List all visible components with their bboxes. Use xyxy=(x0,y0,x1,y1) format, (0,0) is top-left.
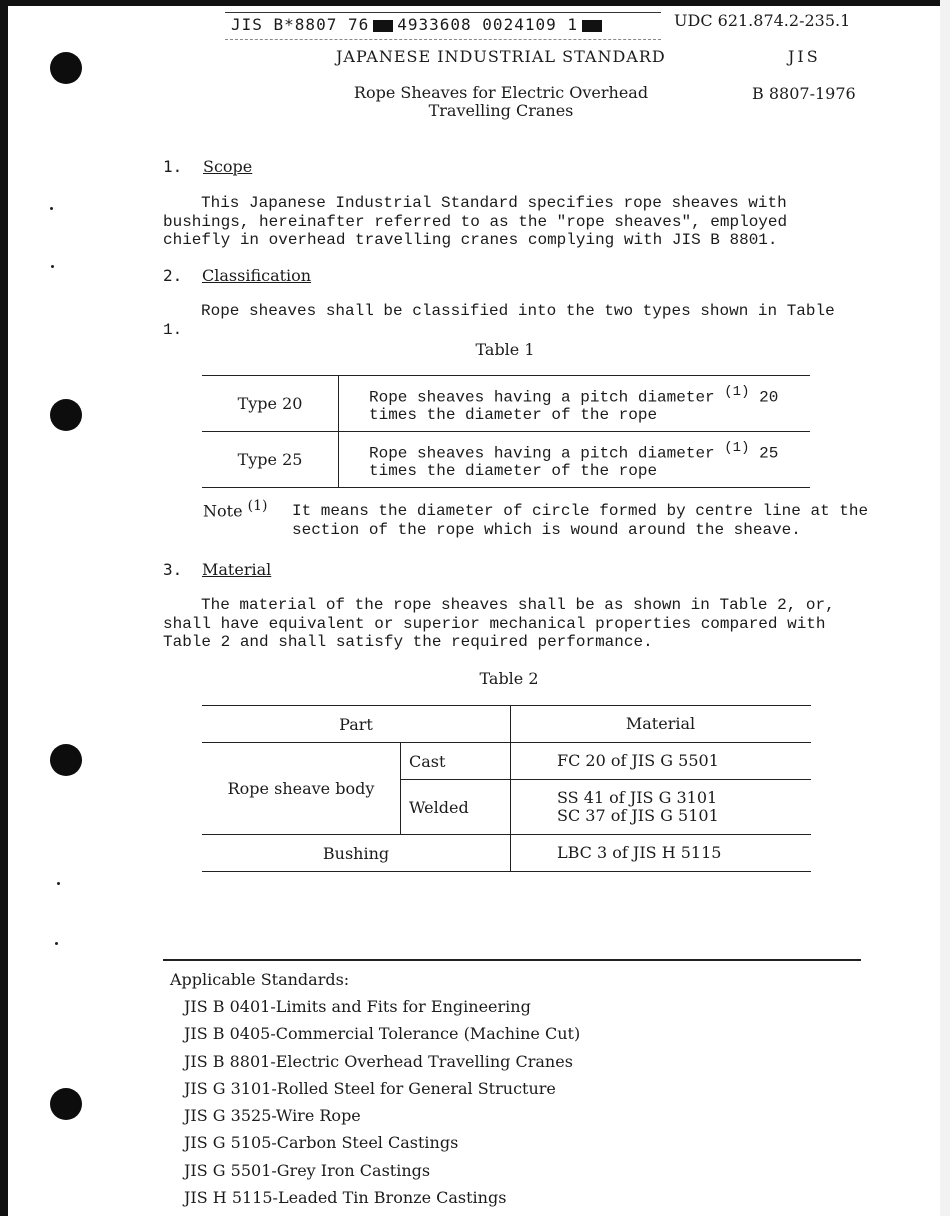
document-title-line2: Travelling Cranes xyxy=(428,101,574,120)
subpart-cast: Cast xyxy=(401,743,511,780)
section-heading-material: Material xyxy=(202,560,272,579)
table1-type: Type 25 xyxy=(202,432,339,488)
list-item: JIS G 5105-Carbon Steel Castings xyxy=(184,1133,459,1153)
note-text: It means the diameter of circle formed by centre line at the section of the rope which is wound around the sheave. xyxy=(292,502,869,539)
scan-speck xyxy=(57,882,60,885)
table-row xyxy=(202,432,810,488)
table1-description xyxy=(339,376,811,432)
note-reference: (1) xyxy=(724,383,750,400)
applicable-standards-heading: Applicable Standards: xyxy=(170,970,350,989)
applicable-standards-list xyxy=(184,997,580,1215)
table2-caption: Table 2 xyxy=(479,669,539,688)
part-bushing: Bushing xyxy=(202,835,511,872)
scan-speck xyxy=(50,207,53,210)
list-item: JIS G 5501-Grey Iron Castings xyxy=(184,1160,431,1180)
list-item: JIS B 8801-Electric Overhead Travelling Cranes xyxy=(184,1051,573,1071)
note-label-text: Note xyxy=(203,501,243,521)
table-header-row xyxy=(202,706,811,743)
section-number: 1. xyxy=(163,157,183,176)
material-welded-line2: SC 37 of JIS G 5101 xyxy=(557,806,719,825)
table1-caption: Table 1 xyxy=(475,340,535,359)
section-heading-classification: Classification xyxy=(202,266,312,285)
scan-top-edge xyxy=(0,0,940,6)
note-label xyxy=(203,498,267,520)
classification-paragraph: Rope sheaves shall be classified into the two types shown in Table 1. xyxy=(163,302,835,339)
subpart-welded: Welded xyxy=(401,780,511,835)
material-welded-line1: SS 41 of JIS G 3101 xyxy=(557,788,718,807)
document-title xyxy=(306,84,696,120)
table-row xyxy=(202,835,811,872)
header-code-part1: JIS B*8807 76 xyxy=(231,15,370,34)
table-row xyxy=(202,743,811,780)
description-text: 20 times the diameter of the rope xyxy=(369,388,779,425)
table1-type: Type 20 xyxy=(202,376,339,432)
section-number: 2. xyxy=(163,266,183,285)
note-reference: (1) xyxy=(724,439,750,456)
part-rope-sheave-body: Rope sheave body xyxy=(202,743,401,835)
table2 xyxy=(202,705,811,872)
document-title-line1: Rope Sheaves for Electric Overhead xyxy=(353,83,649,102)
note-reference: (1) xyxy=(247,498,268,514)
punch-hole-3 xyxy=(50,744,82,776)
scan-speck xyxy=(51,265,54,268)
document-number: B 8807-1976 xyxy=(752,84,856,103)
description-text: 25 times the diameter of the rope xyxy=(369,444,779,481)
scan-left-edge xyxy=(0,0,8,1216)
material-welded xyxy=(511,780,812,835)
scope-paragraph: This Japanese Industrial Standard specifies rope sheaves with bushings, hereinafter referred to as the "rope sheaves", employed chiefly in overhead travelling cranes complying with JIS B 8801. xyxy=(163,194,788,249)
material-paragraph: The material of the rope sheaves shall be as shown in Table 2, or, shall have equivalent or superior mechanical properties compared with Table 2 and shall satisfy the required performance. xyxy=(163,596,835,651)
description-text: Rope sheaves having a pitch diameter xyxy=(369,444,725,463)
list-item: JIS G 3525-Wire Rope xyxy=(184,1106,361,1126)
redaction-block xyxy=(373,20,393,32)
punch-hole-1 xyxy=(50,52,82,84)
punch-hole-2 xyxy=(50,399,82,431)
column-header-material: Material xyxy=(511,706,812,743)
udc-number: UDC 621.874.2-235.1 xyxy=(674,11,851,30)
document-header-code xyxy=(225,12,661,40)
standard-title: JAPANESE INDUSTRIAL STANDARD xyxy=(336,47,666,66)
list-item: JIS B 0405-Commercial Tolerance (Machine Cut) xyxy=(184,1024,581,1044)
table1-description xyxy=(339,432,811,488)
column-header-part: Part xyxy=(202,706,511,743)
list-item: JIS G 3101-Rolled Steel for General Structure xyxy=(184,1078,556,1098)
description-text: Rope sheaves having a pitch diameter xyxy=(369,388,725,407)
list-item: JIS H 5115-Leaded Tin Bronze Castings xyxy=(184,1188,507,1208)
section-heading-scope: Scope xyxy=(203,157,253,176)
list-item: JIS B 0401-Limits and Fits for Engineering xyxy=(184,997,531,1016)
redaction-block xyxy=(582,20,602,32)
header-code-part2: 4933608 0024109 1 xyxy=(397,15,578,34)
scan-right-edge xyxy=(940,0,950,1216)
jis-mark: JIS xyxy=(788,47,821,66)
material-bushing: LBC 3 of JIS H 5115 xyxy=(511,835,812,872)
material-cast: FC 20 of JIS G 5501 xyxy=(511,743,812,780)
table1 xyxy=(202,375,810,488)
scan-speck xyxy=(55,942,58,945)
footnote-divider xyxy=(163,959,861,961)
section-number: 3. xyxy=(163,560,183,579)
punch-hole-4 xyxy=(50,1088,82,1120)
table-row xyxy=(202,376,810,432)
